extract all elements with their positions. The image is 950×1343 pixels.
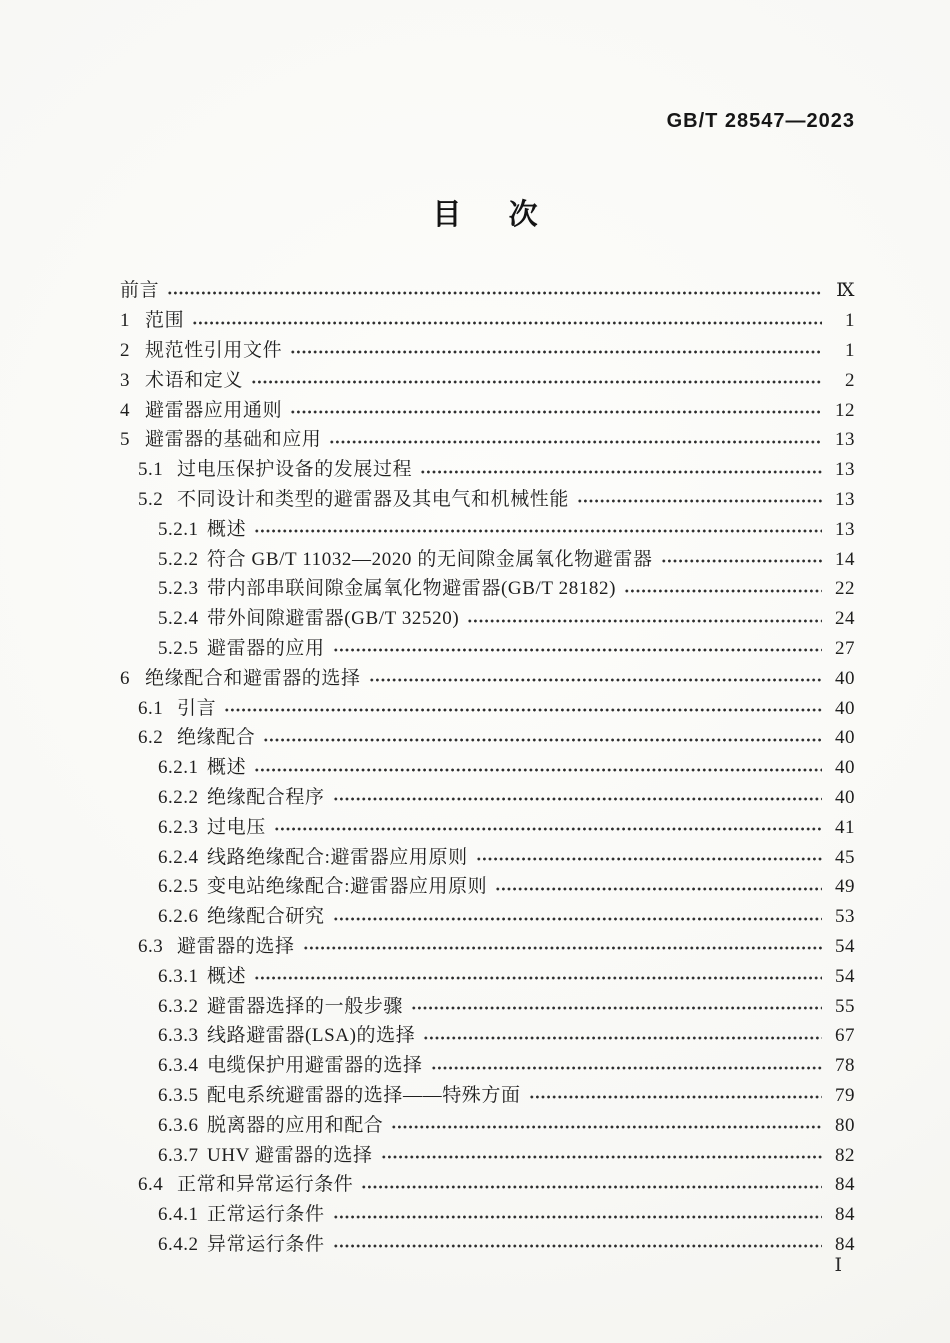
footer-page-number: Ⅰ [834, 1255, 842, 1276]
toc-entry [120, 932, 855, 962]
toc-entry-page: 14 [835, 548, 855, 570]
toc-entry [120, 663, 855, 693]
toc-leader-dots [423, 1021, 822, 1051]
toc-entry-page: 54 [835, 935, 855, 957]
toc-leader-dots [290, 336, 822, 366]
toc-leader-dots [495, 872, 822, 902]
toc-entry [120, 1170, 855, 1200]
toc-entry-label: 变电站绝缘配合:避雷器应用原则 [207, 876, 488, 898]
toc-entry [120, 395, 855, 425]
toc-entry-label: 概述 [207, 757, 247, 779]
toc-entry [120, 783, 855, 813]
toc-entry-page: 53 [835, 906, 855, 928]
page-title: 目 次 [432, 199, 540, 231]
toc-entry [120, 723, 855, 753]
toc-entry-label: 绝缘配合 [177, 727, 256, 749]
toc-entry-label: 引言 [177, 697, 217, 719]
toc-leader-dots [251, 365, 822, 395]
toc-entry-label: 线路绝缘配合:避雷器应用原则 [207, 846, 468, 868]
toc-entry-label: 规范性引用文件 [145, 339, 283, 361]
toc-entry-page: 13 [835, 429, 855, 451]
toc-leader-dots [361, 1170, 822, 1200]
toc-entry-label: 范围 [145, 310, 185, 332]
toc-leader-dots [192, 306, 822, 336]
toc-entry-page: 41 [835, 816, 855, 838]
toc-entry [120, 365, 855, 395]
toc-entry-page: 24 [835, 608, 855, 630]
toc-leader-dots [476, 842, 822, 872]
toc-entry [120, 991, 855, 1021]
toc-entry-label: 脱离器的应用和配合 [207, 1114, 384, 1136]
toc-entry [120, 961, 855, 991]
toc-entry-page: 45 [835, 846, 855, 868]
toc-entry [120, 336, 855, 366]
toc-entry [120, 574, 855, 604]
toc-entry [120, 872, 855, 902]
toc-entry [120, 1021, 855, 1051]
toc-entry-number: 5.2.1 [158, 518, 199, 540]
toc-entry-label: UHV 避雷器的选择 [207, 1144, 373, 1166]
toc-entry [120, 1230, 855, 1260]
toc-leader-dots [420, 455, 822, 485]
toc-entry-page: 84 [835, 1204, 855, 1226]
toc-entry [120, 455, 855, 485]
standard-number: GB/T 28547—2023 [666, 110, 855, 132]
toc-entry [120, 1081, 855, 1111]
toc-entry-label: 避雷器应用通则 [145, 399, 283, 421]
toc-entry-page: 40 [835, 697, 855, 719]
toc-leader-dots [290, 395, 822, 425]
toc-entry [120, 812, 855, 842]
toc-entry-number: 6.3 [138, 935, 164, 957]
toc-entry-label: 绝缘配合程序 [207, 786, 325, 808]
toc-entry-page: 84 [835, 1174, 855, 1196]
toc-entry [120, 1200, 855, 1230]
toc-entry-number: 6.2.4 [158, 846, 199, 868]
toc-list [120, 276, 855, 1259]
toc-entry-label: 避雷器的选择 [177, 935, 295, 957]
toc-entry-page: 84 [835, 1233, 855, 1255]
toc-leader-dots [167, 276, 822, 306]
toc-entry-label: 异常运行条件 [207, 1233, 325, 1255]
toc-entry-number: 6.2 [138, 727, 164, 749]
toc-entry-page: 55 [835, 995, 855, 1017]
toc-leader-dots [254, 961, 822, 991]
toc-entry [120, 544, 855, 574]
toc-entry-label: 带内部串联间隙金属氧化物避雷器(GB/T 28182) [207, 578, 617, 600]
toc-entry-number: 6.3.1 [158, 965, 199, 987]
toc-entry-number: 5 [120, 429, 130, 451]
toc-entry-label: 避雷器的应用 [207, 637, 325, 659]
toc-entry-number: 1 [120, 310, 130, 332]
toc-entry-page: 2 [845, 369, 855, 391]
toc-entry-page: 54 [835, 965, 855, 987]
toc-entry-page: 1 [845, 310, 855, 332]
toc-entry-page: 1 [845, 339, 855, 361]
toc-entry-number: 6.2.5 [158, 876, 199, 898]
toc-entry-label: 过电压保护设备的发展过程 [177, 459, 413, 481]
toc-entry-label: 前言 [120, 280, 160, 302]
toc-entry-label: 带外间隙避雷器(GB/T 32520) [207, 608, 460, 630]
toc-entry-number: 5.2.4 [158, 608, 199, 630]
toc-entry-label: 概述 [207, 965, 247, 987]
toc-leader-dots [333, 1200, 822, 1230]
toc-entry-number: 6.3.6 [158, 1114, 199, 1136]
toc-leader-dots [333, 902, 822, 932]
toc-entry-page: 82 [835, 1144, 855, 1166]
toc-entry-number: 5.2 [138, 488, 164, 510]
toc-entry-page: 80 [835, 1114, 855, 1136]
toc-entry-label: 正常和异常运行条件 [177, 1174, 354, 1196]
toc-entry-number: 6.3.7 [158, 1144, 199, 1166]
toc-entry-number: 4 [120, 399, 130, 421]
toc-leader-dots [529, 1081, 822, 1111]
toc-leader-dots [329, 425, 822, 455]
toc-entry [120, 604, 855, 634]
toc-entry [120, 306, 855, 336]
toc-entry [120, 842, 855, 872]
toc-entry-label: 正常运行条件 [207, 1204, 325, 1226]
toc-entry-number: 6.3.5 [158, 1084, 199, 1106]
toc-entry-label: 过电压 [207, 816, 266, 838]
toc-entry-label: 绝缘配合和避雷器的选择 [145, 667, 361, 689]
toc-entry-label: 避雷器选择的一般步骤 [207, 995, 404, 1017]
toc-leader-dots [431, 1051, 822, 1081]
toc-entry-number: 5.2.3 [158, 578, 199, 600]
toc-entry-number: 6.2.1 [158, 757, 199, 779]
toc-entry-page: 49 [835, 876, 855, 898]
toc-entry [120, 902, 855, 932]
toc-entry [120, 514, 855, 544]
toc-entry-number: 6.2.6 [158, 906, 199, 928]
toc-leader-dots [224, 693, 822, 723]
toc-entry [120, 634, 855, 664]
toc-entry-label: 概述 [207, 518, 247, 540]
toc-leader-dots [333, 783, 822, 813]
toc-entry-page: 13 [835, 459, 855, 481]
toc-entry-label: 不同设计和类型的避雷器及其电气和机械性能 [177, 488, 570, 510]
toc-leader-dots [577, 485, 822, 515]
toc-entry-number: 6.4.2 [158, 1233, 199, 1255]
toc-entry-page: 13 [835, 518, 855, 540]
toc-entry-label: 配电系统避雷器的选择——特殊方面 [207, 1084, 521, 1106]
toc-entry [120, 753, 855, 783]
toc-leader-dots [411, 991, 822, 1021]
toc-leader-dots [661, 544, 822, 574]
toc-leader-dots [624, 574, 822, 604]
toc-entry-label: 符合 GB/T 11032—2020 的无间隙金属氧化物避雷器 [207, 548, 653, 570]
toc-entry-page: 79 [835, 1084, 855, 1106]
toc-entry-page: 13 [835, 488, 855, 510]
toc-entry-number: 6.3.2 [158, 995, 199, 1017]
toc-entry [120, 1051, 855, 1081]
toc-entry-page: 27 [835, 637, 855, 659]
toc-leader-dots [333, 634, 822, 664]
toc-entry-number: 2 [120, 339, 130, 361]
toc-entry-label: 术语和定义 [145, 369, 244, 391]
toc-entry-page: 22 [835, 578, 855, 600]
toc-leader-dots [274, 812, 822, 842]
toc-entry-number: 6.4.1 [158, 1204, 199, 1226]
toc-entry-number: 6.3.3 [158, 1025, 199, 1047]
toc-entry-page: 67 [835, 1025, 855, 1047]
toc-entry-page: 40 [835, 786, 855, 808]
toc-leader-dots [333, 1230, 822, 1260]
toc-entry-number: 6.1 [138, 697, 164, 719]
toc-entry [120, 276, 855, 306]
toc-entry [120, 485, 855, 515]
toc-entry-number: 5.2.5 [158, 637, 199, 659]
toc-leader-dots [263, 723, 822, 753]
toc-entry-page: 40 [835, 667, 855, 689]
toc-entry-label: 避雷器的基础和应用 [145, 429, 322, 451]
toc-entry-page: 40 [835, 727, 855, 749]
toc-entry-page: 78 [835, 1055, 855, 1077]
toc-entry-number: 6 [120, 667, 130, 689]
toc-entry-page: Ⅸ [836, 280, 855, 302]
toc-leader-dots [254, 514, 822, 544]
toc-entry-number: 5.1 [138, 459, 164, 481]
toc-leader-dots [303, 932, 822, 962]
toc-entry-label: 绝缘配合研究 [207, 906, 325, 928]
toc-entry-label: 线路避雷器(LSA)的选择 [207, 1025, 416, 1047]
toc-entry-page: 40 [835, 757, 855, 779]
toc-entry [120, 1110, 855, 1140]
toc-leader-dots [254, 753, 822, 783]
toc-entry-number: 3 [120, 369, 130, 391]
toc-entry-number: 6.4 [138, 1174, 164, 1196]
toc-entry-number: 6.3.4 [158, 1055, 199, 1077]
toc-entry [120, 425, 855, 455]
toc-leader-dots [369, 663, 822, 693]
toc-entry-number: 6.2.2 [158, 786, 199, 808]
toc-leader-dots [467, 604, 822, 634]
toc-leader-dots [391, 1110, 822, 1140]
toc-entry-label: 电缆保护用避雷器的选择 [207, 1055, 423, 1077]
toc-entry-page: 12 [835, 399, 855, 421]
toc-entry [120, 1140, 855, 1170]
toc-leader-dots [381, 1140, 822, 1170]
toc-entry-number: 5.2.2 [158, 548, 199, 570]
toc-entry-number: 6.2.3 [158, 816, 199, 838]
toc-entry [120, 693, 855, 723]
